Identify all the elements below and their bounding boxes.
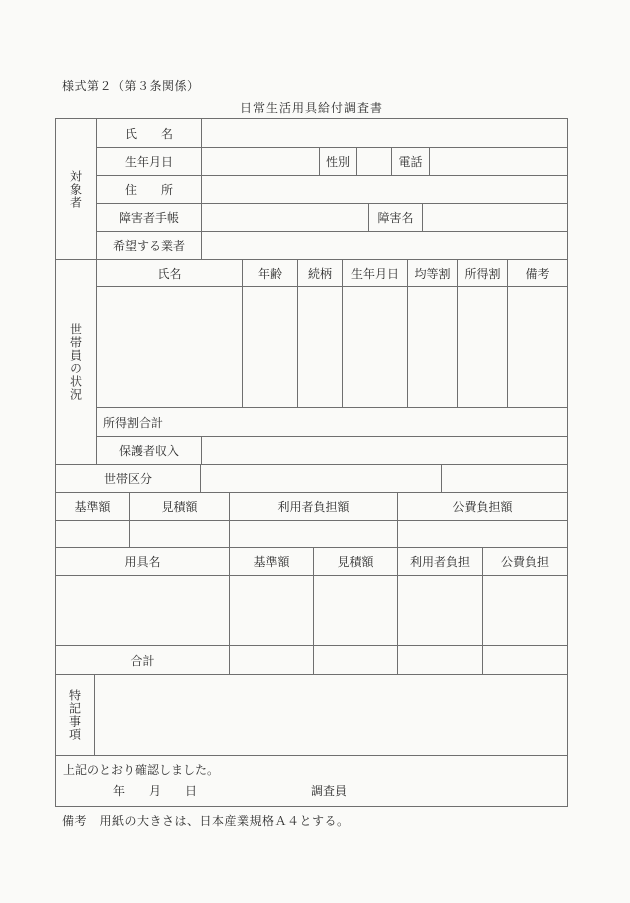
subject-section [56, 119, 567, 259]
confirmation-statement: 上記のとおり確認しました。 [63, 763, 220, 777]
address-label: 住 所 [124, 183, 173, 197]
amounts-public-burden-field [397, 521, 567, 547]
household-member-cell [242, 287, 297, 407]
amounts-col-estimate: 見積額 [129, 493, 229, 520]
household-member-cell [407, 287, 457, 407]
household-class-label: 世帯区分 [103, 472, 152, 486]
equipment-cell [482, 576, 567, 645]
phone-label: 電話 [391, 148, 429, 175]
confirmation-date-line [63, 781, 567, 801]
household-col-income: 所得割 [457, 260, 507, 286]
amounts-value-row [56, 520, 567, 547]
birthdate-field [201, 148, 319, 175]
equipment-col-name: 用具名 [124, 555, 161, 569]
birthdate-row [97, 147, 567, 175]
equipment-header-row [56, 547, 567, 575]
equipment-total-row [56, 645, 567, 674]
household-col-remarks: 備考 [507, 260, 567, 286]
disability-name-label: 障害名 [368, 204, 422, 231]
notes-row [95, 675, 567, 755]
guardian-income-row [97, 436, 567, 464]
income-total-row [97, 407, 567, 436]
surveyor-label: 調査員 [311, 784, 348, 798]
household-class-field [200, 465, 441, 492]
equipment-col-public-burden: 公費負担 [482, 548, 567, 575]
income-total-label: 所得割合計 [103, 415, 164, 430]
household-member-cell [507, 287, 567, 407]
sex-field [356, 148, 391, 175]
household-col-age: 年齢 [242, 260, 297, 286]
household-member-cell [457, 287, 507, 407]
subject-section-label: 対象者 [68, 169, 83, 209]
equipment-cell [313, 576, 397, 645]
guardian-income-label: 保護者収入 [118, 444, 179, 458]
certificate-field [201, 204, 368, 231]
page-title: 日常生活用具給付調査書 [239, 101, 383, 115]
sex-label: 性別 [319, 148, 356, 175]
address-field [201, 176, 567, 203]
household-section-label: 世帯員の状況 [68, 323, 83, 401]
household-section-body [96, 260, 567, 464]
vendor-field [201, 232, 567, 259]
equipment-total-cell [397, 646, 482, 674]
amounts-col-user-burden: 利用者負担額 [229, 493, 397, 520]
amounts-user-burden-field [229, 521, 397, 547]
notes-section-body [94, 675, 567, 755]
amounts-header-row [56, 492, 567, 520]
household-members-row [97, 286, 567, 407]
amounts-standard-field [56, 521, 129, 547]
confirmation-date-label: 年 月 日 [113, 784, 198, 798]
household-member-cell [97, 287, 242, 407]
form-number: 様式第２（第３条関係） [62, 79, 200, 93]
birthdate-label: 生年月日 [124, 155, 173, 169]
certificate-label: 障害者手帳 [118, 211, 179, 225]
amounts-col-public-burden: 公費負担額 [397, 493, 567, 520]
equipment-cell [229, 576, 313, 645]
household-class-row [56, 464, 567, 492]
equipment-total-label: 合計 [130, 653, 155, 668]
household-col-birthdate: 生年月日 [342, 260, 407, 286]
amounts-estimate-field [129, 521, 229, 547]
amounts-col-standard: 基準額 [74, 500, 111, 514]
notes-section [56, 674, 567, 755]
certificate-row [97, 203, 567, 231]
equipment-cell [397, 576, 482, 645]
confirmation-section [56, 755, 567, 806]
phone-field [429, 148, 567, 175]
equipment-value-row [56, 575, 567, 645]
household-member-cell [297, 287, 342, 407]
household-col-name: 氏名 [157, 266, 182, 281]
survey-form-table [55, 118, 568, 807]
equipment-col-estimate: 見積額 [313, 548, 397, 575]
vendor-row [97, 231, 567, 259]
equipment-col-user-burden: 利用者負担 [397, 548, 482, 575]
household-col-percapita: 均等割 [407, 260, 457, 286]
notes-field [95, 675, 567, 755]
name-label: 氏 名 [124, 126, 173, 141]
equipment-col-standard: 基準額 [229, 548, 313, 575]
equipment-total-cell [313, 646, 397, 674]
household-col-relation: 続柄 [297, 260, 342, 286]
household-header-row [97, 260, 567, 286]
notes-section-label: 特記事項 [67, 689, 82, 741]
vendor-label: 希望する業者 [112, 239, 185, 253]
household-class-extra-field [441, 465, 567, 492]
household-member-cell [342, 287, 407, 407]
equipment-total-cell [482, 646, 567, 674]
equipment-total-cell [229, 646, 313, 674]
household-section [56, 259, 567, 464]
address-row [97, 175, 567, 203]
disability-name-field [422, 204, 567, 231]
guardian-income-field [201, 437, 567, 464]
name-field [201, 119, 567, 147]
remarks-note: 備考 用紙の大きさは、日本産業規格Ａ４とする。 [62, 814, 350, 828]
name-row [97, 119, 567, 147]
equipment-cell [56, 576, 229, 645]
subject-section-body [96, 119, 567, 259]
